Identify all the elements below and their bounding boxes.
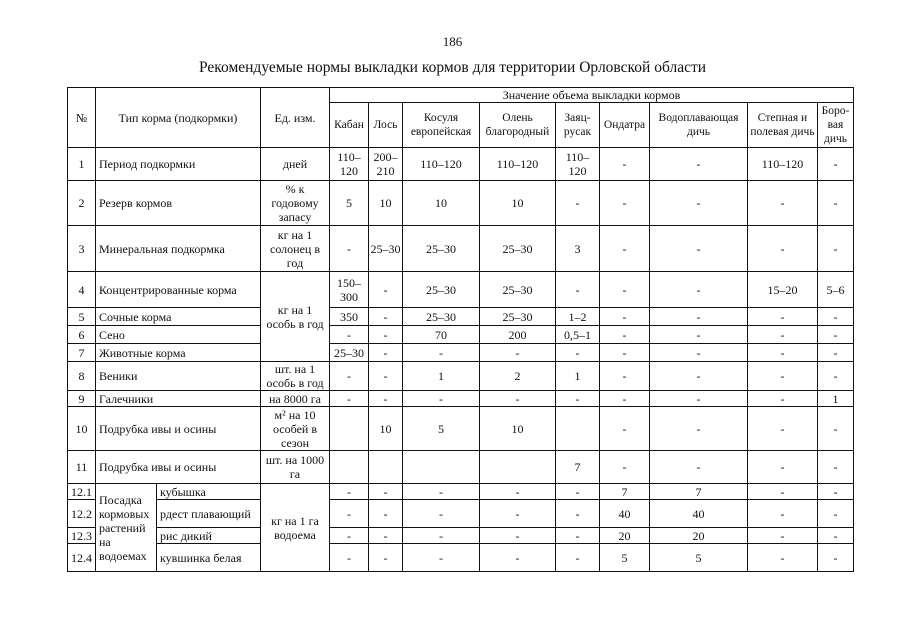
value-cell: 200 <box>480 326 556 344</box>
table-row <box>68 528 854 544</box>
value-cell: - <box>330 391 369 407</box>
feed-type: Галечники <box>96 391 261 407</box>
header-species: Лось <box>369 103 403 148</box>
value-cell: 1–2 <box>556 308 600 326</box>
value-cell <box>330 451 369 484</box>
value-cell: - <box>600 226 650 272</box>
value-cell: - <box>650 226 748 272</box>
value-cell: - <box>650 407 748 451</box>
unit: кг на 1 солонец в год <box>261 226 330 272</box>
row-number: 5 <box>68 308 96 326</box>
value-cell: 5 <box>403 407 480 451</box>
feed-type: Минеральная подкормка <box>96 226 261 272</box>
value-cell: - <box>556 272 600 308</box>
plant-name: рис дикий <box>157 528 261 544</box>
value-cell: - <box>330 362 369 391</box>
value-cell: - <box>650 344 748 362</box>
value-cell: - <box>480 500 556 528</box>
value-cell: - <box>650 272 748 308</box>
value-cell: 150–300 <box>330 272 369 308</box>
value-cell: - <box>650 326 748 344</box>
value-cell: 5 <box>650 544 748 572</box>
value-cell: - <box>369 272 403 308</box>
value-cell: - <box>403 500 480 528</box>
value-cell: - <box>748 181 818 226</box>
value-cell: 10 <box>403 181 480 226</box>
value-cell: 7 <box>650 484 748 500</box>
row-number: 4 <box>68 272 96 308</box>
table-row <box>68 226 854 272</box>
value-cell: - <box>650 181 748 226</box>
value-cell: - <box>818 308 854 326</box>
value-cell: - <box>556 544 600 572</box>
value-cell: - <box>748 528 818 544</box>
value-cell: - <box>369 544 403 572</box>
value-cell: 2 <box>480 362 556 391</box>
value-cell: - <box>600 308 650 326</box>
table-row <box>68 308 854 326</box>
table-row <box>68 326 854 344</box>
table-row <box>68 451 854 484</box>
header-species: Косуля европейская <box>403 103 480 148</box>
value-cell: - <box>600 407 650 451</box>
plant-name: рдест плавающий <box>157 500 261 528</box>
value-cell: - <box>818 362 854 391</box>
header-num: № <box>68 88 96 148</box>
table-row <box>68 484 854 500</box>
value-cell: - <box>480 344 556 362</box>
table-row <box>68 181 854 226</box>
value-cell: 20 <box>600 528 650 544</box>
value-cell: - <box>600 344 650 362</box>
header-volume-group: Значение объема выкладки кормов <box>330 88 854 103</box>
value-cell: - <box>748 391 818 407</box>
value-cell: - <box>556 528 600 544</box>
value-cell: - <box>369 391 403 407</box>
value-cell: - <box>650 148 748 181</box>
value-cell: 25–30 <box>480 272 556 308</box>
table-row <box>68 362 854 391</box>
header-species: Заяц-русак <box>556 103 600 148</box>
page-title: Рекомендуемые нормы выкладки кормов для территории Орловской области <box>198 59 707 76</box>
value-cell: 40 <box>600 500 650 528</box>
value-cell: - <box>748 500 818 528</box>
unit: % к годовому запасу <box>261 181 330 226</box>
value-cell: 7 <box>556 451 600 484</box>
value-cell: - <box>748 344 818 362</box>
header-feed-type: Тип корма (подкормки) <box>96 88 261 148</box>
row-number: 12.2 <box>68 500 96 528</box>
header-species: Кабан <box>330 103 369 148</box>
value-cell: - <box>403 484 480 500</box>
value-cell: 15–20 <box>748 272 818 308</box>
feed-norms-table <box>67 87 854 572</box>
value-cell: - <box>818 344 854 362</box>
value-cell: - <box>600 391 650 407</box>
value-cell: 1 <box>818 391 854 407</box>
value-cell: - <box>480 391 556 407</box>
value-cell: - <box>369 344 403 362</box>
header-species: Олень благородный <box>480 103 556 148</box>
value-cell: - <box>818 528 854 544</box>
value-cell: - <box>330 528 369 544</box>
value-cell: - <box>818 544 854 572</box>
value-cell: 0,5–1 <box>556 326 600 344</box>
value-cell: 110–120 <box>330 148 369 181</box>
value-cell: 5 <box>600 544 650 572</box>
feed-type: Подрубка ивы и осины <box>96 451 261 484</box>
value-cell <box>330 407 369 451</box>
value-cell: 1 <box>403 362 480 391</box>
unit: м² на 10 особей в сезон <box>261 407 330 451</box>
value-cell: - <box>330 500 369 528</box>
value-cell: - <box>600 451 650 484</box>
row-number: 6 <box>68 326 96 344</box>
value-cell: - <box>556 500 600 528</box>
table-row <box>68 391 854 407</box>
value-cell: 40 <box>650 500 748 528</box>
value-cell: 3 <box>556 226 600 272</box>
plant-name: кувшинка белая <box>157 544 261 572</box>
value-cell: - <box>330 544 369 572</box>
value-cell: - <box>480 528 556 544</box>
row-number: 9 <box>68 391 96 407</box>
value-cell: - <box>556 484 600 500</box>
feed-type: Сочные корма <box>96 308 261 326</box>
feed-type: Концентрированные корма <box>96 272 261 308</box>
feed-type: Животные корма <box>96 344 261 362</box>
value-cell: - <box>818 181 854 226</box>
feed-type: Веники <box>96 362 261 391</box>
value-cell: - <box>600 272 650 308</box>
unit: кг на 1 особь в год <box>261 272 330 362</box>
value-cell: 25–30 <box>403 308 480 326</box>
value-cell: - <box>650 451 748 484</box>
value-cell: 20 <box>650 528 748 544</box>
value-cell: - <box>818 484 854 500</box>
header-species: Ондатра <box>600 103 650 148</box>
unit: на 8000 га <box>261 391 330 407</box>
feed-type: Период подкормки <box>96 148 261 181</box>
value-cell: - <box>369 528 403 544</box>
table-row <box>68 148 854 181</box>
value-cell: - <box>748 326 818 344</box>
value-cell: - <box>650 308 748 326</box>
value-cell: 25–30 <box>369 226 403 272</box>
row-number: 1 <box>68 148 96 181</box>
value-cell: - <box>480 544 556 572</box>
value-cell: - <box>650 362 748 391</box>
table-row <box>68 344 854 362</box>
row-number: 7 <box>68 344 96 362</box>
row-number: 8 <box>68 362 96 391</box>
header-species: Боро-вая дичь <box>818 103 854 148</box>
value-cell: - <box>369 484 403 500</box>
header-unit: Ед. изм. <box>261 88 330 148</box>
value-cell: - <box>818 500 854 528</box>
value-cell: 10 <box>480 181 556 226</box>
value-cell: 1 <box>556 362 600 391</box>
table-row <box>68 500 854 528</box>
value-cell: 25–30 <box>330 344 369 362</box>
value-cell: - <box>748 451 818 484</box>
value-cell: 5 <box>330 181 369 226</box>
value-cell: - <box>403 544 480 572</box>
value-cell: 10 <box>480 407 556 451</box>
header-species: Водоплавающая дичь <box>650 103 748 148</box>
value-cell: 110–120 <box>748 148 818 181</box>
value-cell: - <box>818 326 854 344</box>
value-cell: - <box>403 344 480 362</box>
value-cell: 350 <box>330 308 369 326</box>
row-number: 10 <box>68 407 96 451</box>
group-label: Посадка кормовых растений на водоемах <box>96 484 157 572</box>
row-number: 12.3 <box>68 528 96 544</box>
value-cell: - <box>556 391 600 407</box>
feed-type: Подрубка ивы и осины <box>96 407 261 451</box>
value-cell: - <box>748 362 818 391</box>
value-cell: - <box>403 391 480 407</box>
value-cell: - <box>818 148 854 181</box>
value-cell: - <box>480 484 556 500</box>
value-cell: - <box>818 407 854 451</box>
value-cell: - <box>600 362 650 391</box>
unit: шт. на 1000 га <box>261 451 330 484</box>
value-cell: - <box>600 181 650 226</box>
value-cell: 70 <box>403 326 480 344</box>
value-cell: 25–30 <box>403 272 480 308</box>
value-cell: - <box>600 326 650 344</box>
value-cell: 200–210 <box>369 148 403 181</box>
value-cell: - <box>818 226 854 272</box>
row-number: 12.1 <box>68 484 96 500</box>
value-cell: 5–6 <box>818 272 854 308</box>
value-cell: 7 <box>600 484 650 500</box>
value-cell: 10 <box>369 181 403 226</box>
value-cell: - <box>330 326 369 344</box>
value-cell: 10 <box>369 407 403 451</box>
row-number: 12.4 <box>68 544 96 572</box>
value-cell: - <box>369 326 403 344</box>
unit: шт. на 1 особь в год <box>261 362 330 391</box>
value-cell: 110–120 <box>403 148 480 181</box>
row-number: 2 <box>68 181 96 226</box>
feed-type: Сено <box>96 326 261 344</box>
value-cell <box>369 451 403 484</box>
value-cell: 110–120 <box>556 148 600 181</box>
value-cell: - <box>748 407 818 451</box>
value-cell <box>556 407 600 451</box>
value-cell: 25–30 <box>480 308 556 326</box>
value-cell: 110–120 <box>480 148 556 181</box>
value-cell: - <box>748 544 818 572</box>
value-cell: - <box>403 528 480 544</box>
value-cell: - <box>748 226 818 272</box>
row-number: 3 <box>68 226 96 272</box>
value-cell: 25–30 <box>480 226 556 272</box>
row-number: 11 <box>68 451 96 484</box>
value-cell <box>480 451 556 484</box>
value-cell: - <box>369 500 403 528</box>
page-number: 186 <box>442 34 463 49</box>
table-row <box>68 272 854 308</box>
value-cell: - <box>330 226 369 272</box>
value-cell: 25–30 <box>403 226 480 272</box>
table-row <box>68 407 854 451</box>
value-cell: - <box>330 484 369 500</box>
feed-type: Резерв кормов <box>96 181 261 226</box>
value-cell: - <box>369 308 403 326</box>
value-cell: - <box>600 148 650 181</box>
value-cell: - <box>369 362 403 391</box>
value-cell: - <box>556 181 600 226</box>
unit: дней <box>261 148 330 181</box>
value-cell: - <box>748 308 818 326</box>
value-cell: - <box>650 391 748 407</box>
table-row <box>68 544 854 572</box>
value-cell: - <box>748 484 818 500</box>
header-row <box>68 88 854 103</box>
plant-name: кубышка <box>157 484 261 500</box>
value-cell <box>403 451 480 484</box>
value-cell: - <box>818 451 854 484</box>
unit: кг на 1 га водоема <box>261 484 330 572</box>
value-cell: - <box>556 344 600 362</box>
header-species: Степная и полевая дичь <box>748 103 818 148</box>
